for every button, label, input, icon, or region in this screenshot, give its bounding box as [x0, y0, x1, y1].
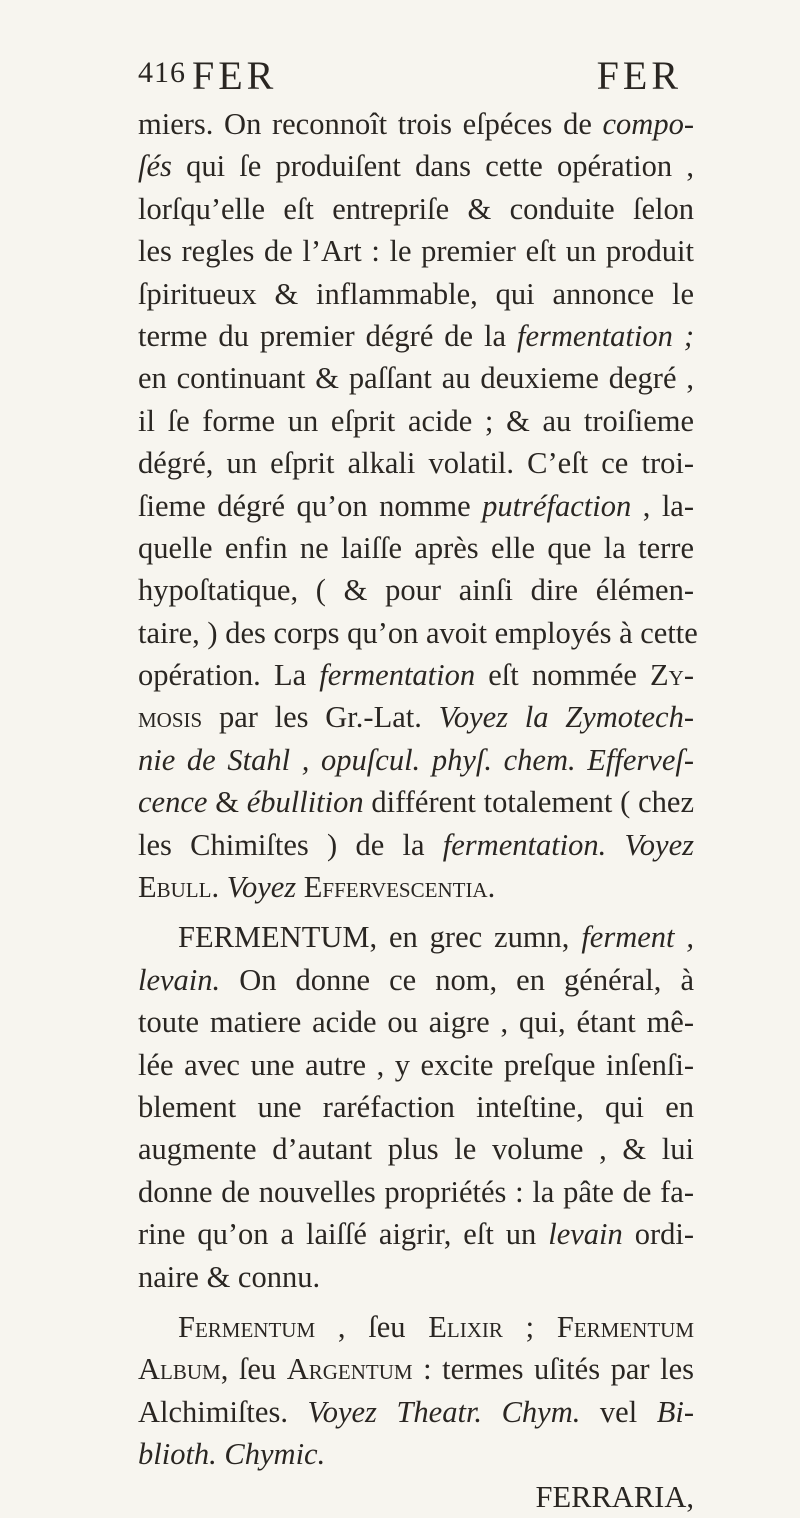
text-run: Album	[138, 1352, 221, 1387]
text-run: Argentum	[286, 1352, 413, 1387]
text-run: lée avec une autre , y excite preſque inſenſi-	[138, 1047, 694, 1082]
text-line	[138, 824, 694, 866]
text-line	[138, 442, 694, 484]
text-line	[138, 1391, 694, 1433]
text-line	[138, 400, 694, 442]
text-line	[138, 654, 694, 696]
text-line	[138, 1044, 694, 1086]
text-run: différent totalement ( chez	[363, 785, 694, 820]
text-run: ferment ,	[581, 920, 694, 955]
text-run: compo-	[602, 107, 694, 141]
text-line	[138, 866, 694, 908]
text-line	[138, 739, 694, 781]
text-run: augmente d’autant plus le volume , & lui	[138, 1132, 694, 1167]
text-run: dégré, un eſprit alkali volatil. C’eſt ce troi-	[138, 446, 694, 481]
text-run: eſt nommée	[475, 658, 651, 693]
text-run	[219, 870, 227, 904]
text-run: &	[207, 785, 247, 820]
text-run: mosis	[138, 700, 203, 735]
text-run: FERMENTUM, en grec zumn,	[178, 920, 582, 955]
text-run: les regles de l’Art : le premier eſt un produit	[138, 234, 694, 269]
paragraph-gap	[138, 1298, 694, 1306]
text-run: Ebull.	[138, 870, 220, 905]
text-line	[138, 612, 698, 654]
text-run	[606, 828, 624, 862]
text-run: Effervescentia.	[303, 870, 496, 905]
text-line	[138, 1256, 694, 1298]
text-run: par les Gr.-Lat.	[202, 700, 439, 735]
running-head-right: FER	[596, 53, 682, 98]
text-run: vel	[580, 1394, 657, 1429]
text-run: levain	[548, 1217, 623, 1252]
text-run: blioth. Chymic.	[138, 1437, 326, 1472]
text-run: , la-	[631, 488, 694, 523]
text-run: Fermentum	[178, 1309, 316, 1344]
text-line	[138, 959, 694, 1001]
text-run: Fermentum	[556, 1309, 694, 1344]
text-line	[138, 273, 694, 315]
text-line	[138, 1348, 694, 1390]
text-run: donne de nouvelles propriétés : la pâte de fa-	[138, 1174, 694, 1209]
text-run: Voyez Theatr. Chym.	[307, 1394, 581, 1429]
text-run: Voyez	[624, 827, 694, 862]
text-run: il ſe forme un eſprit acide ; & au troiſieme	[138, 403, 694, 438]
page-number: 416	[138, 56, 186, 89]
text-line	[138, 1476, 694, 1518]
text-run: quelle enfin ne laiſſe après elle que la terre	[138, 530, 694, 565]
text-run: nie de Stahl , opuſcul. phyſ. chem. Effervеſ-	[138, 742, 694, 777]
text-run: : termes uſités par les	[412, 1352, 694, 1387]
text-run: les Chimiſtes ) de la	[138, 827, 443, 862]
text-line	[138, 569, 694, 611]
text-run: rine qu’on a laiſſé aigrir, eſt un	[138, 1217, 549, 1252]
text-run: miers. On reconnoît trois eſpéces de	[138, 107, 603, 141]
text-line	[138, 696, 694, 738]
running-head-left: FER	[192, 53, 278, 98]
text-run: blement une raréfaction inteſtine, qui en	[138, 1089, 694, 1124]
text-line	[138, 1086, 694, 1128]
text-line	[138, 485, 694, 527]
text-run: Bi-	[656, 1394, 694, 1429]
text-line	[138, 1433, 694, 1475]
text-run: On donne ce nom, en général, à	[220, 962, 694, 997]
text-run: ſpiritueux & inflammable, qui annonce le	[138, 276, 694, 311]
text-line	[138, 1128, 694, 1170]
text-run: , ſeu	[315, 1309, 429, 1344]
text-run: qui ſe produiſent dans cette opération ,	[171, 149, 694, 184]
text-line	[138, 357, 694, 399]
text-run: levain.	[138, 962, 221, 997]
text-run: naire & connu.	[138, 1259, 321, 1294]
text-run: Alchimiſtes.	[138, 1394, 308, 1429]
text-run: opération. La	[138, 658, 320, 693]
entry-text	[138, 103, 698, 1518]
text-run: Zy-	[650, 658, 694, 693]
text-run: Voyez la Zymotech-	[438, 700, 694, 735]
text-run: , ſeu	[220, 1352, 287, 1387]
text-run: Elixir	[428, 1309, 503, 1344]
text-run: hypoſtatique, ( & pour ainſi dire élémen-	[138, 573, 694, 608]
page-header	[138, 52, 682, 102]
text-run: en continuant & paſſant au deuxieme degré ,	[138, 361, 694, 396]
text-run: ſés	[138, 149, 172, 184]
text-line	[138, 527, 694, 569]
text-run: taire, ) des corps qu’on avoit employés à cette	[138, 615, 698, 650]
text-run: lorſqu’elle eſt entrepriſe & conduite ſelon	[138, 191, 694, 226]
text-line	[138, 781, 694, 823]
text-line	[138, 1213, 694, 1255]
text-run: ordi-	[622, 1217, 694, 1252]
text-run: toute matiere acide ou aigre , qui, étant mê-	[138, 1005, 694, 1040]
text-run: ſieme dégré qu’on nomme	[138, 488, 483, 523]
text-run: Voyez	[226, 870, 297, 905]
text-line	[138, 230, 694, 272]
text-run: FERRARIA,	[535, 1479, 694, 1514]
paragraph-gap	[138, 908, 694, 916]
text-line	[138, 1306, 694, 1348]
text-line	[138, 103, 694, 145]
text-run: ébullition	[246, 785, 364, 820]
text-run: terme du premier dégré de la	[138, 318, 518, 353]
text-line	[138, 188, 694, 230]
text-line	[138, 145, 694, 187]
text-line	[138, 916, 694, 958]
text-run: fermentation	[319, 658, 476, 693]
text-line	[138, 1001, 694, 1043]
text-run: cence	[138, 785, 208, 820]
text-line	[138, 315, 694, 357]
text-run: fermentation.	[442, 827, 607, 862]
text-line	[138, 1171, 694, 1213]
text-run: fermentation ;	[517, 318, 694, 353]
text-run	[296, 870, 304, 904]
text-run: putréfaction	[482, 488, 632, 523]
text-run: ;	[502, 1309, 557, 1344]
